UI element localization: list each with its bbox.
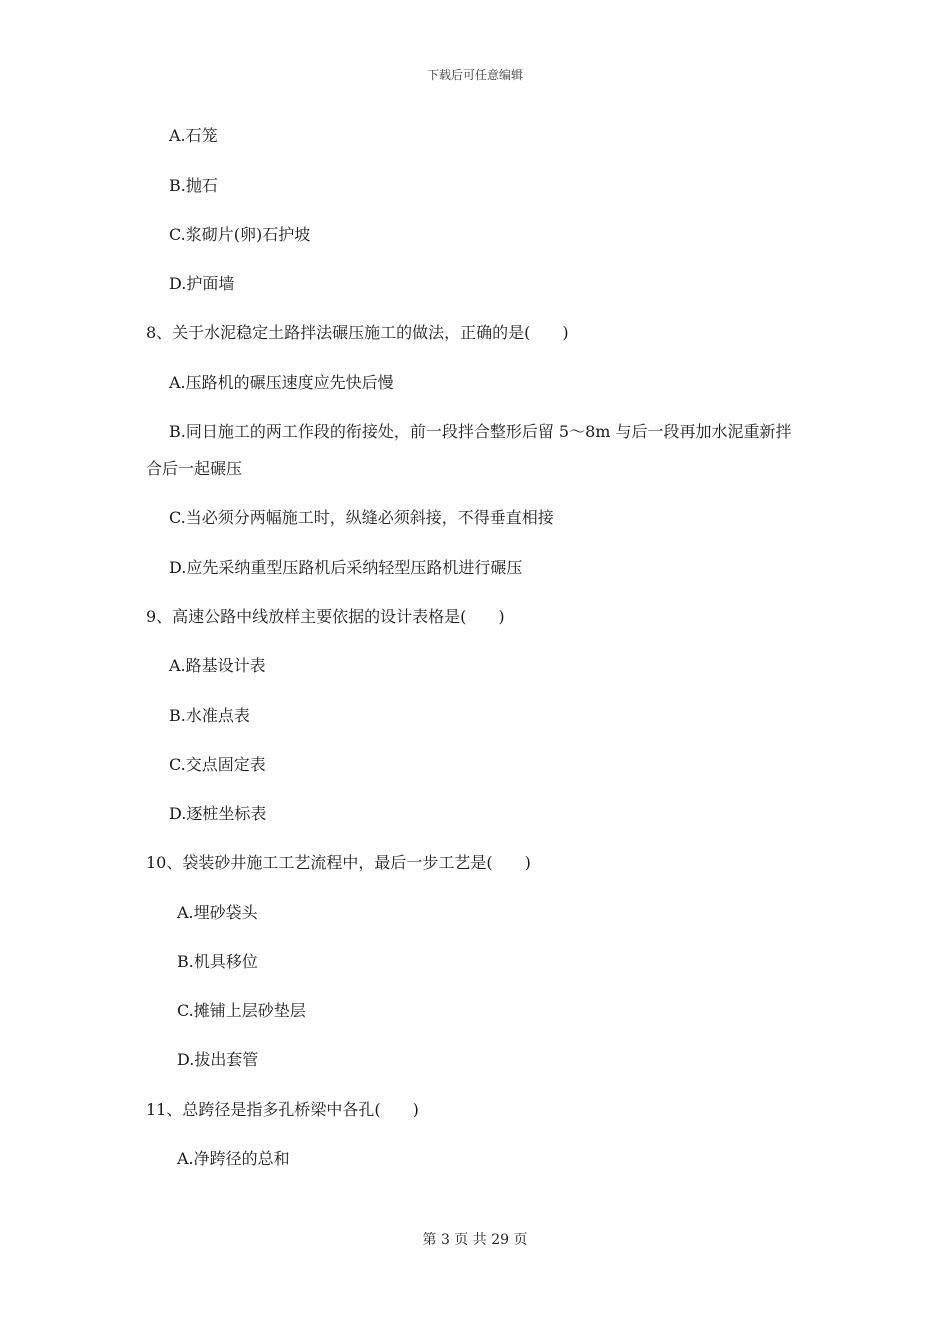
q8-option-b-line1: B.同日施工的两工作段的衔接处，前一段拌合整形后留 5～8m 与后一段再加水泥重新拌	[169, 422, 792, 441]
q11-option-a: A.净跨径的总和	[177, 1149, 290, 1168]
page-header: 下载后可任意编辑	[426, 68, 523, 82]
q8-option-a: A.压路机的碾压速度应先快后慢	[169, 373, 394, 392]
q9-option-c: C.交点固定表	[169, 755, 266, 774]
q10-option-a: A.埋砂袋头	[177, 903, 258, 922]
q7-option-c: C.浆砌片(卵)石护坡	[169, 225, 311, 244]
question-8: 8、关于水泥稳定土路拌法碾压施工的做法，正确的是( )	[146, 323, 569, 342]
q8-option-c: C.当必须分两幅施工时，纵缝必须斜接，不得垂直相接	[169, 508, 554, 527]
q7-option-a: A.石笼	[169, 126, 218, 145]
q10-option-c: C.摊铺上层砂垫层	[177, 1001, 306, 1020]
question-9: 9、高速公路中线放样主要依据的设计表格是( )	[146, 607, 505, 626]
q9-option-b: B.水准点表	[169, 706, 250, 725]
question-10: 10、袋装砂井施工工艺流程中，最后一步工艺是( )	[146, 853, 531, 872]
q8-option-d: D.应先采纳重型压路机后采纳轻型压路机进行碾压	[169, 558, 523, 577]
q9-option-d: D.逐桩坐标表	[169, 804, 267, 823]
q7-option-b: B.抛石	[169, 176, 218, 195]
q10-option-b: B.机具移位	[177, 952, 258, 971]
page-footer: 第 3 页 共 29 页	[422, 1232, 528, 1248]
q10-option-d: D.拔出套管	[177, 1050, 259, 1069]
question-11: 11、总跨径是指多孔桥梁中各孔( )	[146, 1100, 419, 1119]
q9-option-a: A.路基设计表	[169, 656, 266, 675]
q8-option-b-line2: 合后一起碾压	[146, 459, 243, 478]
q7-option-d: D.护面墙	[169, 274, 235, 293]
